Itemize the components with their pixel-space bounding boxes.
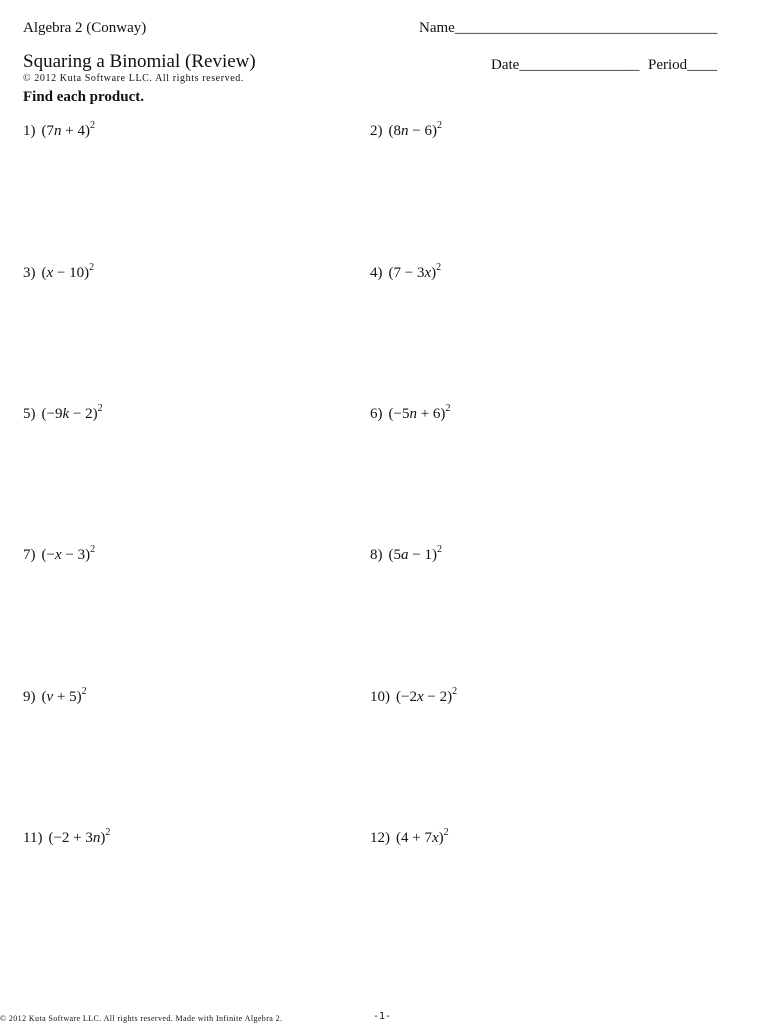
problem-number: 9) [23,689,36,705]
problem-number: 8) [370,547,383,563]
problem-4 [370,262,442,282]
problem-expression: $(-5n + 6)^2$ [388,403,451,422]
problem-number: 5) [23,406,36,422]
problem-7 [23,544,96,564]
problem-number: 2) [370,123,383,139]
name-field-label: Name___________________________________ [419,20,718,36]
worksheet-title: Squaring a Binomial (Review) [23,51,256,72]
problem-2 [370,120,442,140]
problem-5 [23,403,103,423]
problem-expression: $(v + 5)^2$ [41,686,87,705]
problem-number: 7) [23,547,36,563]
problem-6 [370,403,451,423]
problem-12 [370,827,449,847]
problem-10 [370,686,458,706]
problem-number: 11) [23,830,43,846]
problem-3 [23,262,95,282]
problem-number: 12) [370,830,390,846]
period-field-label: Period____ [648,57,718,73]
problem-expression: $(7n + 4)^2$ [41,120,95,139]
problem-expression: $(5a - 1)^2$ [388,544,442,563]
page-number: -1- [373,1011,392,1022]
problem-1 [23,120,95,140]
problem-expression: $(8n - 6)^2$ [388,120,442,139]
course-name: Algebra 2 (Conway) [23,20,147,36]
problem-expression: $(-2 + 3n)^2$ [48,827,111,846]
problem-number: 6) [370,406,383,422]
copyright-notice: © 2012 Kuta Software LLC. All rights reserved. [23,73,244,84]
instructions: Find each product. [23,89,144,105]
problem-expression: $(-x - 3)^2$ [41,544,96,563]
problem-expression: $(-2x - 2)^2$ [396,686,458,705]
problem-number: 4) [370,265,383,281]
problem-number: 3) [23,265,36,281]
problem-11 [23,827,111,847]
date-field-label: Date________________ [491,57,640,73]
problem-number: 10) [370,689,390,705]
footer-copyright: © 2012 Kuta Software LLC. All rights reserved. Made with Infinite Algebra 2. [0,1014,283,1023]
problem-8 [370,544,442,564]
problem-expression: $(-9k - 2)^2$ [41,403,103,422]
problem-number: 1) [23,123,36,139]
problem-expression: $(4 + 7x)^2$ [396,827,449,846]
problem-9 [23,686,87,706]
problem-expression: $(x - 10)^2$ [41,262,95,281]
problem-expression: $(7 - 3x)^2$ [388,262,442,281]
